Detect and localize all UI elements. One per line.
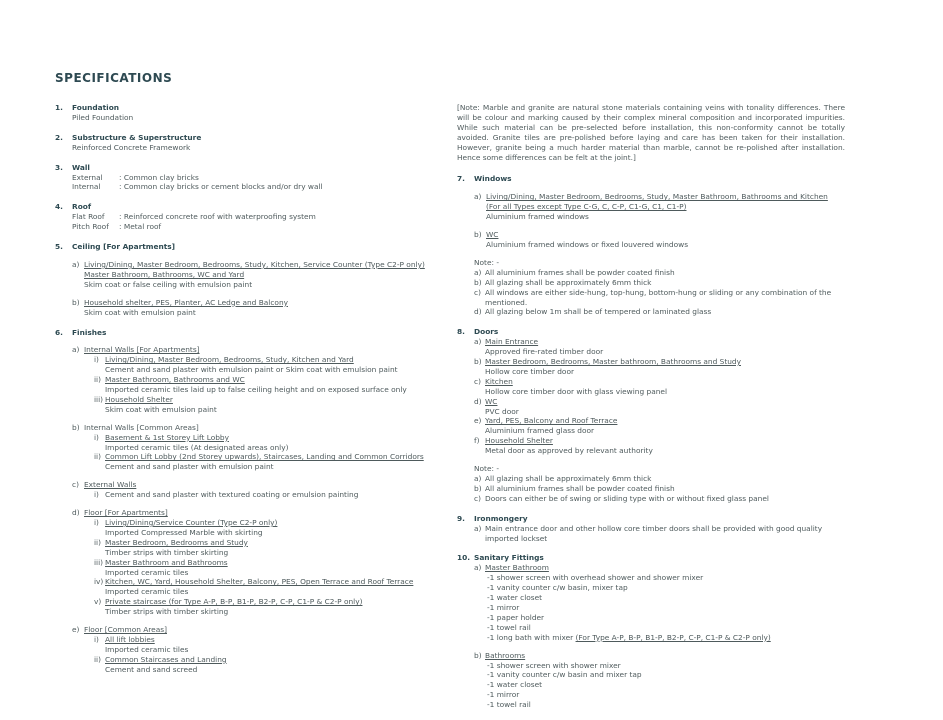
finishes-item-b: [72, 423, 445, 473]
sanitary-item-b: [474, 651, 845, 710]
list-item: [487, 633, 845, 643]
row-key: Internal: [72, 182, 101, 192]
roman-label: i): [94, 634, 99, 644]
left-column: [55, 103, 445, 685]
subitem-text: Cement and sand plaster with emulsion paint or Skim coat with emulsion paint: [105, 365, 398, 375]
note-item: [474, 484, 845, 494]
item-label: a): [474, 337, 482, 347]
finishes-b-i: [84, 433, 445, 453]
section-number: 5.: [55, 242, 63, 252]
roman-label: ii): [94, 654, 101, 664]
item-title: Floor [For Apartments]: [84, 508, 168, 518]
item-text: Aluminium framed windows: [486, 212, 589, 222]
item-label: d): [72, 508, 80, 518]
ironmongery-item-a: [474, 524, 845, 544]
item-label: d): [474, 396, 482, 406]
section-windows: [457, 174, 845, 317]
finishes-item-c: [72, 480, 445, 500]
finishes-d-ii: [84, 538, 445, 558]
sanitary-item-a: [474, 563, 845, 642]
note-text: All glazing shall be approximately 6mm thick: [485, 474, 652, 483]
finishes-item-a: [72, 345, 445, 414]
row-value: : Reinforced concrete roof with waterproofing system: [119, 212, 316, 222]
subitem-title: Private staircase (for Type A-P, B-P, B1-P, B2-P, C-P, C1-P & C2-P only): [105, 597, 363, 607]
section-title: Wall: [72, 162, 90, 172]
item-label: f): [474, 436, 480, 446]
item-text: Approved fire-rated timber door: [485, 347, 604, 357]
item-text: Aluminium framed windows or fixed louvered windows: [486, 239, 689, 249]
section-title: Ironmongery: [474, 513, 528, 523]
list-item: -1 mirror: [487, 602, 520, 612]
note-item: [474, 307, 845, 317]
subitem-title: Kitchen, WC, Yard, Household Shelter, Balcony, PES, Open Terrace and Roof Terrace: [105, 577, 414, 587]
finishes-d-i: [84, 518, 445, 538]
section-text: Piled Foundation: [72, 112, 134, 122]
doors-notes: [474, 464, 845, 504]
item-title: Yard, PES, Balcony and Roof Terrace: [485, 416, 618, 426]
section-number: 10.: [457, 553, 471, 563]
roof-pitch-row: [72, 222, 445, 232]
note-item: [474, 494, 845, 504]
note-label: c): [474, 287, 481, 297]
subitem-text: Timber strips with timber skirting: [105, 607, 229, 617]
roman-label: ii): [94, 452, 101, 462]
item-title: Master Bedroom, Bedrooms, Master bathroom, Bathrooms and Study: [485, 357, 741, 367]
item-title: External Walls: [84, 480, 137, 490]
notes-heading: Note: -: [474, 464, 500, 474]
roman-label: i): [94, 355, 99, 365]
windows-item-b: [474, 230, 845, 250]
right-column: [457, 103, 845, 720]
item-label: b): [72, 297, 80, 307]
finishes-b-ii: [84, 452, 445, 472]
item-label: a): [72, 259, 80, 269]
section-title: Windows: [474, 174, 512, 184]
doors-item-d: [474, 397, 845, 417]
finishes-a-i: [84, 355, 445, 375]
item-text: Metal door as approved by relevant authority: [485, 446, 653, 456]
note-label: a): [474, 267, 482, 277]
list-item: -1 vanity counter c/w basin and mixer tap: [487, 670, 642, 680]
note-text: All aluminium frames shall be powder coated finish: [485, 483, 675, 493]
item-text: Aluminium framed glass door: [485, 426, 595, 436]
roman-label: ii): [94, 375, 101, 385]
item-title: Master Bathroom: [485, 563, 549, 573]
item-title-cont: Master Bathroom, Bathrooms, WC and Yard: [84, 269, 245, 279]
note-text: Doors can either be of swing or sliding type with or without fixed glass panel: [485, 493, 769, 503]
roman-label: ii): [94, 537, 101, 547]
subitem-text: Imported ceramic tiles: [105, 644, 189, 654]
subitem-text: Imported ceramic tiles (At designated areas only): [105, 442, 289, 452]
item-text: PVC door: [485, 406, 519, 416]
roman-label: i): [94, 518, 99, 527]
item-text: Hollow core timber door: [485, 366, 575, 376]
subitem-title: Living/Dining/Service Counter (Type C2-P only): [105, 518, 278, 527]
roman-label: iii): [94, 394, 104, 404]
note-text: All glazing below 1m shall be of tempered or laminated glass: [485, 307, 712, 317]
note-item: [474, 474, 845, 484]
note-text: All aluminium frames shall be powder coated finish: [485, 267, 675, 277]
section-number: 7.: [457, 174, 465, 184]
item-title: Living/Dining, Master Bedroom, Bedrooms, Study, Kitchen, Service Counter (Type C2-P only): [84, 259, 425, 269]
subitem-text: Imported ceramic tiles laid up to false ceiling height and on exposed surface only: [105, 385, 407, 395]
doors-item-a: [474, 337, 845, 357]
subitem-title: Household Shelter: [105, 394, 173, 404]
subitem-title: Master Bathroom and Bathrooms: [105, 557, 228, 567]
section-finishes: [55, 328, 445, 675]
subitem-text: Imported ceramic tiles: [105, 587, 189, 597]
note-item: [474, 268, 845, 278]
section-ironmongery: [457, 514, 845, 544]
list-item: -1 paper holder: [487, 612, 545, 622]
note-label: c): [474, 493, 481, 503]
note-text: All glazing shall be approximately 6mm thick: [485, 277, 652, 287]
item-title-cont: (For all Types except Type C-G, C, C-P, C1-G, C1, C1-P): [486, 202, 687, 212]
section-sanitary: [457, 553, 845, 710]
subitem-title: Living/Dining, Master Bedroom, Bedrooms, Study, Kitchen and Yard: [105, 355, 354, 365]
item-label: a): [72, 345, 80, 355]
list-item-text: -1 long bath with mixer: [487, 632, 576, 642]
finishes-c-i: [84, 490, 445, 500]
subitem-text: Imported Compressed Marble with skirting: [105, 527, 263, 537]
windows-notes: [474, 258, 845, 317]
item-title: Internal Walls [For Apartments]: [84, 345, 200, 355]
list-item: -1 water closet: [487, 593, 543, 603]
finishes-e-i: [84, 635, 445, 655]
section-title: Doors: [474, 327, 499, 337]
item-title: Floor [Common Areas]: [84, 625, 167, 635]
item-label: a): [474, 192, 482, 202]
section-title: Ceiling [For Apartments]: [72, 242, 176, 252]
list-item-note: (For Type A-P, B-P, B1-P, B2-P, C-P, C1-P & C2-P only): [575, 632, 771, 642]
subitem-title: All lift lobbies: [105, 634, 155, 644]
subitem-title: Basement & 1st Storey Lift Lobby: [105, 432, 229, 442]
item-label: b): [72, 422, 80, 432]
finishes-item-e: [72, 625, 445, 675]
doors-item-f: [474, 436, 845, 456]
windows-item-a: [474, 192, 845, 222]
list-item: -1 water closet: [487, 680, 543, 690]
doors-item-b: [474, 357, 845, 377]
finishes-d-iii: [84, 558, 445, 578]
subitem-text: Skim coat with emulsion paint: [105, 404, 217, 414]
section-ceiling: [55, 242, 445, 317]
section-number: 3.: [55, 162, 63, 172]
roman-label: iv): [94, 577, 104, 587]
doors-item-c: [474, 377, 845, 397]
item-title: Household Shelter: [485, 436, 553, 446]
list-item: -1 mirror: [487, 690, 520, 700]
row-value: : Common clay bricks or cement blocks and/or dry wall: [119, 182, 323, 192]
item-label: b): [474, 230, 482, 240]
item-title: Kitchen: [485, 376, 513, 386]
list-item: -1 shower screen with shower mixer: [487, 660, 621, 670]
roman-label: iii): [94, 557, 104, 567]
section-text: Reinforced Concrete Framework: [72, 142, 191, 152]
section-number: 4.: [55, 202, 63, 212]
item-title: WC: [486, 230, 499, 240]
row-value: : Metal roof: [119, 222, 162, 232]
item-label: e): [72, 625, 80, 635]
list-item: -1 vanity counter c/w basin, mixer tap: [487, 583, 628, 593]
section-title: Roof: [72, 202, 92, 212]
subitem-title: Common Staircases and Landing: [105, 654, 227, 664]
item-label: e): [474, 416, 482, 426]
item-text: Hollow core timber door with glass viewing panel: [485, 386, 668, 396]
finishes-d-v: [84, 597, 445, 617]
section-title: Foundation: [72, 103, 120, 112]
section-number: 6.: [55, 327, 63, 337]
section-number: 8.: [457, 327, 465, 337]
fittings-list: [485, 573, 845, 642]
list-item: -1 towel rail: [487, 622, 531, 632]
item-label: b): [474, 357, 482, 367]
notes-heading: Note: -: [474, 257, 500, 267]
item-title: WC: [485, 396, 498, 406]
row-key: Flat Roof: [72, 212, 105, 222]
item-label: c): [474, 376, 481, 386]
fittings-list: [485, 661, 845, 711]
item-title: Internal Walls [Common Areas]: [84, 422, 199, 432]
subitem-text: Timber strips with timber skirting: [105, 547, 229, 557]
item-text: Skim coat or false ceiling with emulsion paint: [84, 279, 253, 289]
section-roof: [55, 202, 445, 232]
subitem-title: Common Lift Lobby (2nd Storey upwards), Staircases, Landing and Common Corridors: [105, 452, 424, 462]
section-title: Finishes: [72, 327, 107, 337]
marble-granite-note: [Note: Marble and granite are natural stone materials containing veins with tonality differences. There will be colour and marking caused by their complex mineral composition and incorporated impurities. While such material can be pre-selected before installation, this non-conformity cannot be totally avoided. Granite tiles are pre-polished before laying and care has been taken for their installation. However, granite being a much harder material than marble, cannot be re-polished after installation. Hence some differences can be felt at the joint.]: [457, 103, 845, 162]
subitem-text: Cement and sand plaster with textured coating or emulsion painting: [105, 490, 359, 500]
roman-label: v): [94, 597, 102, 607]
subitem-text: Cement and sand screed: [105, 664, 198, 674]
section-number: 9.: [457, 513, 465, 523]
section-number: 2.: [55, 132, 63, 142]
item-title: Household shelter, PES, Planter, AC Ledge and Balcony: [84, 297, 288, 307]
section-wall: [55, 163, 445, 193]
roof-flat-row: [72, 212, 445, 222]
item-title: Living/Dining, Master Bedroom, Bedrooms, Study, Master Bathroom, Bathrooms and Kitchen: [486, 192, 828, 202]
ceiling-item-b: [72, 298, 445, 318]
item-text: Main entrance door and other hollow core timber doors shall be provided with good quality imported lockset: [485, 523, 823, 543]
item-label: a): [474, 563, 482, 573]
finishes-item-d: [72, 508, 445, 617]
item-label: b): [474, 650, 482, 660]
roman-label: i): [94, 490, 99, 500]
ceiling-item-a: [72, 260, 445, 290]
item-text: Skim coat with emulsion paint: [84, 307, 196, 317]
finishes-a-ii: [84, 375, 445, 395]
page-title: SPECIFICATIONS: [55, 71, 173, 85]
note-label: a): [474, 474, 482, 483]
wall-internal-row: [72, 182, 445, 192]
section-title: Substructure & Superstructure: [72, 132, 202, 142]
subitem-title: Master Bathroom, Bathrooms and WC: [105, 375, 245, 385]
finishes-d-iv: [84, 577, 445, 597]
section-substructure: [55, 133, 445, 153]
doors-item-e: [474, 416, 845, 436]
list-item: -1 shower screen with overhead shower and shower mixer: [487, 573, 704, 583]
finishes-e-ii: [84, 655, 445, 675]
section-number: 1.: [55, 103, 63, 112]
row-key: External: [72, 172, 103, 182]
note-item: [474, 288, 845, 308]
row-key: Pitch Roof: [72, 222, 109, 232]
list-item: -1 towel rail: [487, 700, 531, 710]
section-foundation: [55, 103, 445, 123]
item-title: Bathrooms: [485, 650, 526, 660]
subitem-text: Imported ceramic tiles: [105, 567, 189, 577]
section-doors: [457, 327, 845, 503]
finishes-a-iii: [84, 395, 445, 415]
row-value: : Common clay bricks: [119, 172, 199, 182]
wall-external-row: [72, 173, 445, 183]
item-title: Main Entrance: [485, 337, 539, 347]
note-item: [474, 278, 845, 288]
note-label: b): [474, 277, 482, 287]
note-label: b): [474, 483, 482, 493]
note-label: d): [474, 307, 482, 317]
item-label: a): [474, 523, 482, 533]
subitem-text: Cement and sand plaster with emulsion paint: [105, 462, 274, 472]
subitem-title: Master Bedroom, Bedrooms and Study: [105, 537, 248, 547]
roman-label: i): [94, 432, 99, 442]
section-title: Sanitary Fittings: [474, 553, 544, 563]
item-label: c): [72, 480, 79, 490]
note-text: All windows are either side-hung, top-hung, bottom-hung or sliding or any combination of the mentioned.: [485, 287, 832, 307]
